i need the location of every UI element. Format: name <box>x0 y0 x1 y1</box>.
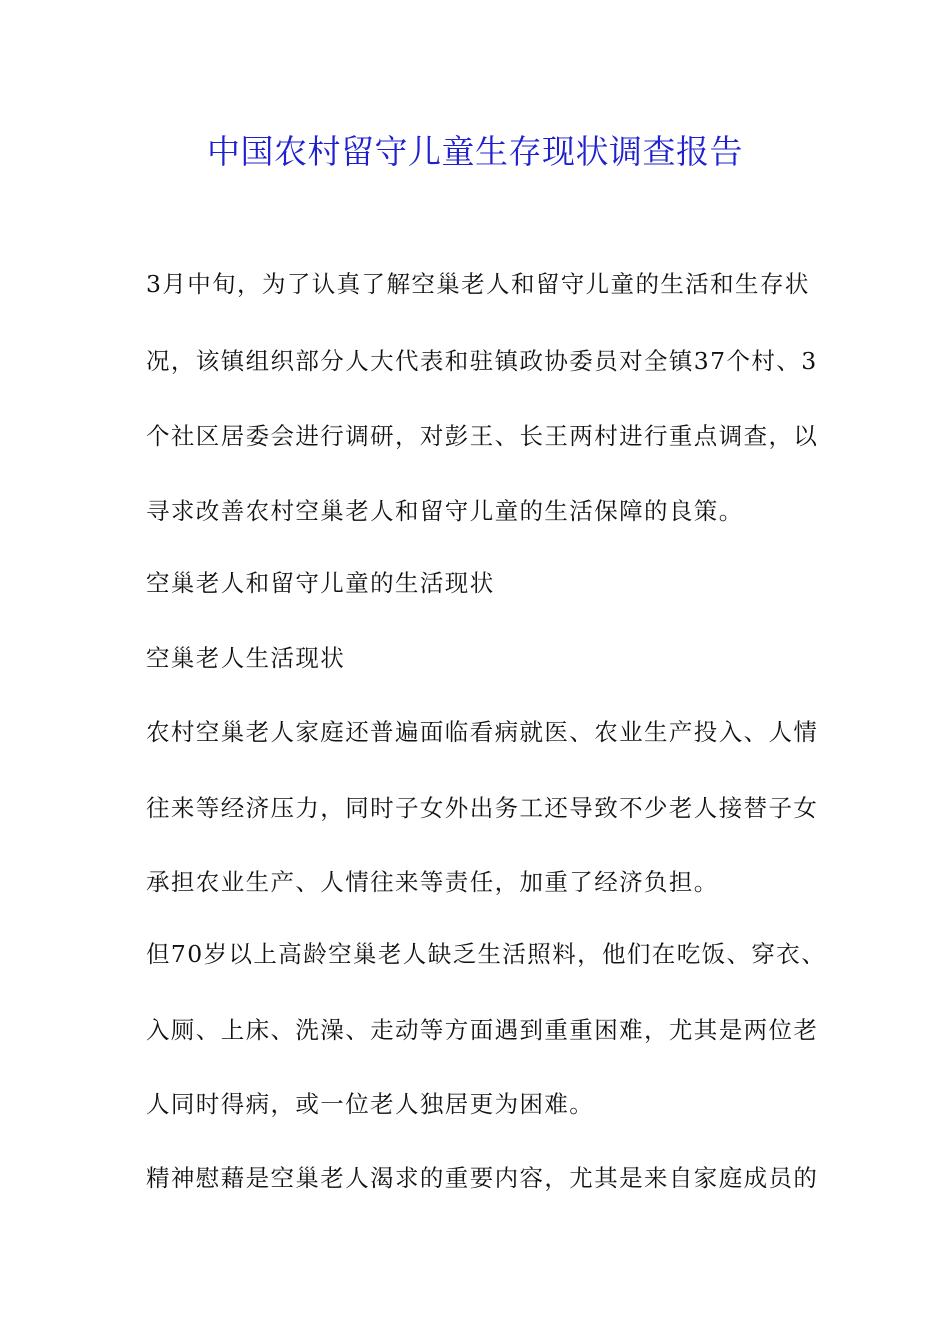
section-heading: 空巢老人和留守儿童的生活现状 <box>146 569 495 597</box>
paragraph-line: 寻求改善农村空巢老人和留守儿童的生活保障的良策。 <box>146 497 744 525</box>
paragraph-line: 但70岁以上高龄空巢老人缺乏生活照料，他们在吃饭、穿衣、 <box>146 940 827 968</box>
paragraph-line: 农村空巢老人家庭还普遍面临看病就医、农业生产投入、人情 <box>146 718 819 746</box>
paragraph-line: 3月中旬，为了认真了解空巢老人和留守儿童的生活和生存状 <box>146 270 810 298</box>
subsection-heading: 空巢老人生活现状 <box>146 644 346 672</box>
paragraph-line: 入厕、上床、洗澡、走动等方面遇到重重困难，尤其是两位老 <box>146 1016 819 1044</box>
paragraph-line: 个社区居委会进行调研，对彭王、长王两村进行重点调查，以 <box>146 422 819 450</box>
paragraph-line: 精神慰藉是空巢老人渴求的重要内容，尤其是来自家庭成员的 <box>146 1164 819 1192</box>
paragraph-line: 承担农业生产、人情往来等责任，加重了经济负担。 <box>146 868 719 896</box>
paragraph-line: 人同时得病，或一位老人独居更为困难。 <box>146 1090 595 1118</box>
paragraph-line: 往来等经济压力，同时子女外出务工还导致不少老人接替子女 <box>146 794 819 822</box>
document-title: 中国农村留守儿童生存现状调查报告 <box>207 132 743 171</box>
paragraph-line: 况，该镇组织部分人大代表和驻镇政协委员对全镇37个村、3 <box>146 347 818 375</box>
